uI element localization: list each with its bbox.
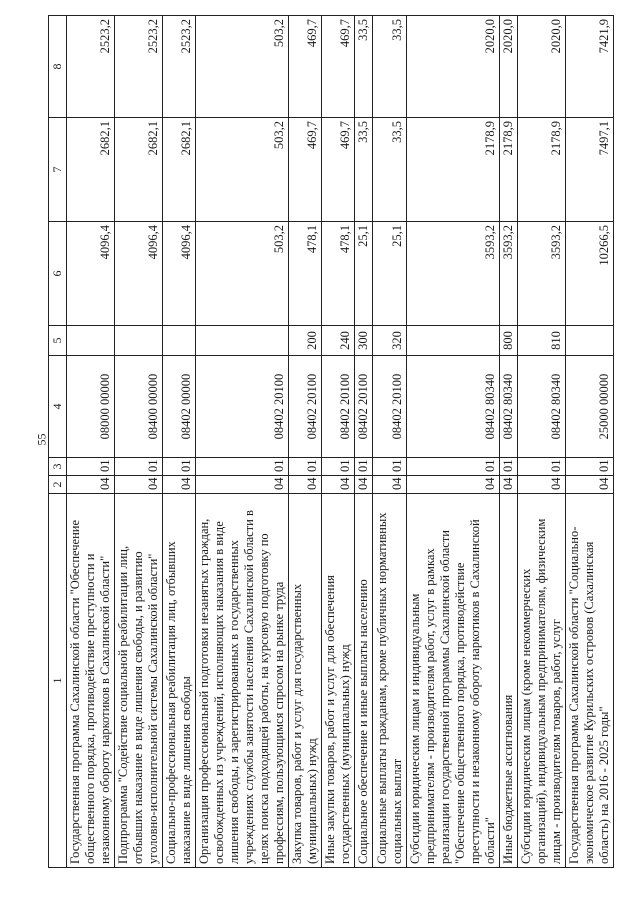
- row-podrazdel-cell: 01: [355, 458, 373, 476]
- row-name-cell: Государственная программа Сахалинской области "Обеспечение общественного порядка, противодействие преступности и незаконному обороту наркотиков в Сахалинской области": [67, 494, 115, 868]
- row-name-cell: Иные закупки товаров, работ и услуг для обеспечения государственных (муниципальных) нужд: [322, 494, 355, 868]
- col-header-name: 1: [49, 494, 67, 868]
- row-podrazdel-cell: 01: [163, 458, 196, 476]
- row-podrazdel-cell: 01: [499, 458, 517, 476]
- row-value-year1-cell: 25,1: [355, 222, 373, 326]
- row-value-year1-cell: 4096,4: [67, 222, 115, 326]
- row-value-year3-cell: 469,7: [322, 16, 355, 118]
- row-razdel-cell: 04: [406, 476, 499, 494]
- row-podrazdel-cell: 01: [115, 458, 163, 476]
- row-value-year2-cell: 33,5: [373, 118, 406, 222]
- row-value-year2-cell: 2178,9: [517, 118, 565, 222]
- row-name-cell: Подпрограмма "Содействие социальной реабилитации лиц, отбывших наказание в виде лишения свободы, и развитию уголовно-исполнительной системы Сахалинской области": [115, 494, 163, 868]
- row-razdel-cell: 04: [196, 476, 289, 494]
- col-header-year1: 6: [49, 222, 67, 326]
- col-header-year3: 8: [49, 16, 67, 118]
- col-header-razdel: 2: [49, 476, 67, 494]
- row-vr-cell: [565, 326, 613, 356]
- row-csr-cell: 08402 80340: [517, 356, 565, 458]
- row-name-cell: Социально-профессиональная реабилитация лиц, отбывших наказание в виде лишения свободы: [163, 494, 196, 868]
- row-podrazdel-cell: 01: [289, 458, 322, 476]
- table-row: [373, 16, 406, 868]
- table-header-row: [49, 16, 67, 868]
- row-value-year3-cell: 2020,0: [499, 16, 517, 118]
- table-row: [289, 16, 322, 868]
- row-csr-cell: 08402 20100: [289, 356, 322, 458]
- row-razdel-cell: 04: [355, 476, 373, 494]
- row-value-year3-cell: 2020,0: [517, 16, 565, 118]
- col-header-podrazdel: 3: [49, 458, 67, 476]
- budget-table-sheet: [48, 16, 614, 868]
- row-vr-cell: 810: [517, 326, 565, 356]
- row-razdel-cell: 04: [517, 476, 565, 494]
- row-razdel-cell: 04: [499, 476, 517, 494]
- row-csr-cell: 08402 80340: [406, 356, 499, 458]
- row-value-year3-cell: 2523,2: [115, 16, 163, 118]
- row-value-year3-cell: 2523,2: [163, 16, 196, 118]
- row-vr-cell: [196, 326, 289, 356]
- row-value-year1-cell: 3593,2: [517, 222, 565, 326]
- row-value-year1-cell: 503,2: [196, 222, 289, 326]
- row-razdel-cell: 04: [115, 476, 163, 494]
- row-csr-cell: 08402 20100: [196, 356, 289, 458]
- row-value-year3-cell: 2523,2: [67, 16, 115, 118]
- row-value-year1-cell: 25,1: [373, 222, 406, 326]
- row-podrazdel-cell: 01: [196, 458, 289, 476]
- row-name-cell: Социальное обеспечение и иные выплаты населению: [355, 494, 373, 868]
- row-vr-cell: 240: [322, 326, 355, 356]
- row-razdel-cell: 04: [163, 476, 196, 494]
- row-value-year3-cell: 2020,0: [406, 16, 499, 118]
- row-csr-cell: 08402 20100: [355, 356, 373, 458]
- table-row: [115, 16, 163, 868]
- row-value-year1-cell: 10266,5: [565, 222, 613, 326]
- row-podrazdel-cell: 01: [373, 458, 406, 476]
- row-value-year2-cell: 2178,9: [406, 118, 499, 222]
- row-podrazdel-cell: 01: [406, 458, 499, 476]
- row-csr-cell: 08402 80340: [499, 356, 517, 458]
- row-csr-cell: 08402 20100: [322, 356, 355, 458]
- row-value-year2-cell: 2682,1: [115, 118, 163, 222]
- col-header-csr: 4: [49, 356, 67, 458]
- table-row: [196, 16, 289, 868]
- row-vr-cell: [163, 326, 196, 356]
- row-name-cell: Закупка товаров, работ и услуг для государственных (муниципальных) нужд: [289, 494, 322, 868]
- row-value-year1-cell: 3593,2: [499, 222, 517, 326]
- row-value-year1-cell: 3593,2: [406, 222, 499, 326]
- table-body: [67, 16, 614, 868]
- row-value-year2-cell: 2682,1: [67, 118, 115, 222]
- row-value-year1-cell: 4096,4: [163, 222, 196, 326]
- table-row: [499, 16, 517, 868]
- row-csr-cell: 08400 00000: [115, 356, 163, 458]
- row-name-cell: Социальные выплаты гражданам, кроме публичных нормативных социальных выплат: [373, 494, 406, 868]
- row-vr-cell: 200: [289, 326, 322, 356]
- row-value-year2-cell: 503,2: [196, 118, 289, 222]
- row-value-year3-cell: 469,7: [289, 16, 322, 118]
- row-value-year3-cell: 7421,9: [565, 16, 613, 118]
- row-value-year3-cell: 33,5: [355, 16, 373, 118]
- table-row: [355, 16, 373, 868]
- row-csr-cell: 25000 00000: [565, 356, 613, 458]
- table-row: [406, 16, 499, 868]
- row-csr-cell: 08000 00000: [67, 356, 115, 458]
- row-value-year1-cell: 4096,4: [115, 222, 163, 326]
- row-razdel-cell: 04: [373, 476, 406, 494]
- row-razdel-cell: 04: [67, 476, 115, 494]
- row-vr-cell: [67, 326, 115, 356]
- row-vr-cell: [115, 326, 163, 356]
- row-value-year3-cell: 503,2: [196, 16, 289, 118]
- row-name-cell: Государственная программа Сахалинской области "Социально-экономическое развитие Курильских островов (Сахалинская область) на 2016 - 2025 годы": [565, 494, 613, 868]
- row-podrazdel-cell: 01: [67, 458, 115, 476]
- row-value-year2-cell: 469,7: [289, 118, 322, 222]
- page-number: 55: [34, 433, 49, 446]
- budget-table: [48, 15, 614, 868]
- row-value-year2-cell: 33,5: [355, 118, 373, 222]
- row-name-cell: Организация профессиональной подготовки незанятых граждан, освобожденных из учреждений, исполняющих наказания в виде лишения свободы, и зарегистрированных в государственных учреждениях службы занятости населения Сахалинской области в целях поиска подходящей работы, на курсовую подготовку по профессиям, пользующимся спросом на рынке труда: [196, 494, 289, 868]
- row-razdel-cell: 04: [289, 476, 322, 494]
- table-row: [565, 16, 613, 868]
- row-name-cell: Субсидии юридическим лицам (кроме некоммерческих организаций), индивидуальным предпринимателям, физическим лицам - производителям товаров, работ, услуг: [517, 494, 565, 868]
- row-value-year1-cell: 478,1: [322, 222, 355, 326]
- row-vr-cell: 800: [499, 326, 517, 356]
- table-row: [517, 16, 565, 868]
- table-row: [322, 16, 355, 868]
- row-razdel-cell: 04: [322, 476, 355, 494]
- row-podrazdel-cell: 01: [517, 458, 565, 476]
- row-vr-cell: [406, 326, 499, 356]
- row-podrazdel-cell: 01: [322, 458, 355, 476]
- row-value-year2-cell: 2178,9: [499, 118, 517, 222]
- row-value-year2-cell: 7497,1: [565, 118, 613, 222]
- table-row: [163, 16, 196, 868]
- col-header-vr: 5: [49, 326, 67, 356]
- row-vr-cell: 320: [373, 326, 406, 356]
- row-podrazdel-cell: 01: [565, 458, 613, 476]
- row-value-year3-cell: 33,5: [373, 16, 406, 118]
- row-csr-cell: 08402 20100: [373, 356, 406, 458]
- row-vr-cell: 300: [355, 326, 373, 356]
- row-csr-cell: 08402 00000: [163, 356, 196, 458]
- table-row: [67, 16, 115, 868]
- row-name-cell: Иные бюджетные ассигнования: [499, 494, 517, 868]
- row-razdel-cell: 04: [565, 476, 613, 494]
- row-value-year2-cell: 2682,1: [163, 118, 196, 222]
- col-header-year2: 7: [49, 118, 67, 222]
- row-value-year1-cell: 478,1: [289, 222, 322, 326]
- row-name-cell: Субсидии юридическим лицам и индивидуальным предпринимателям - производителям работ, услуг в рамках реализации государственной программы Сахалинской области "Обеспечение общественного порядка, противодействие преступности и незаконному обороту наркотиков в Сахалинской области": [406, 494, 499, 868]
- row-value-year2-cell: 469,7: [322, 118, 355, 222]
